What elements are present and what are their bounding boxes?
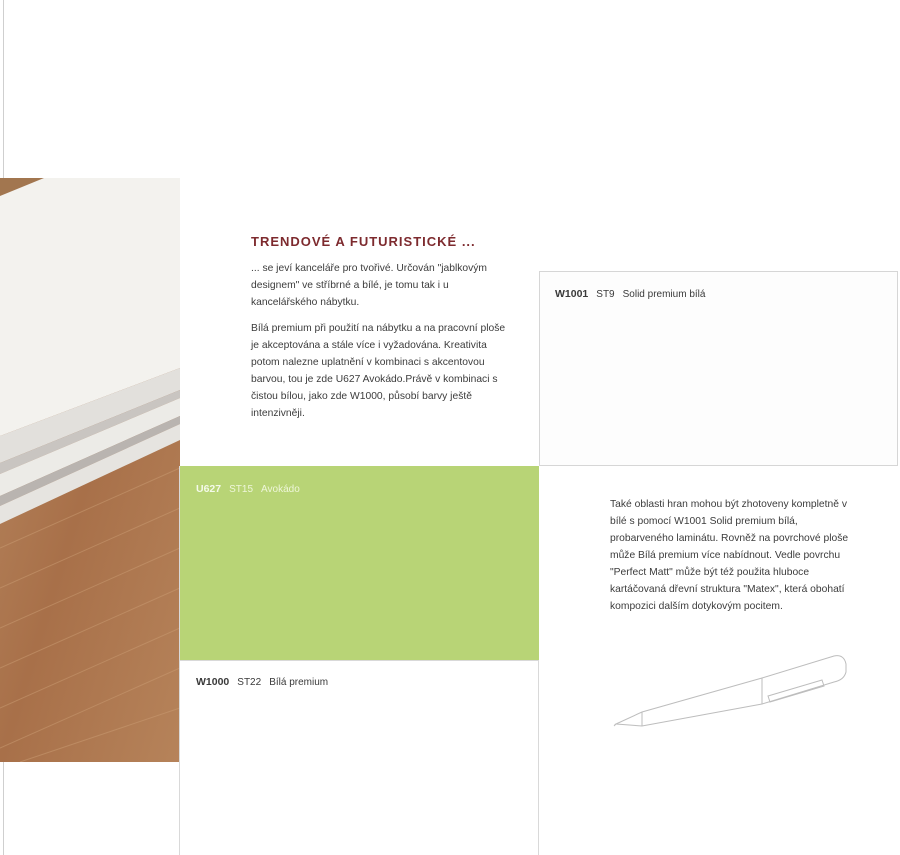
description-paragraph: Bílá premium při použití na nábytku a na pracovní ploše je akceptována a stále více i vyžadována. Kreativita potom nalezne uplatnění v kombinaci s akcentovou barvou, tou je zde U627 Avokádo.Právě v kombinaci s čistou bílou, jako zde W1000, působí barvy ještě intenzivněji. — [251, 323, 506, 419]
swatch-label-w1000 — [196, 676, 328, 688]
swatch-name: Solid premium bílá — [622, 289, 706, 300]
pen-illustration — [612, 650, 848, 735]
swatch-w1001 — [539, 271, 898, 466]
swatch-code: U627 — [196, 483, 222, 495]
swatch-name: Bílá premium — [269, 677, 329, 688]
intro-paragraph: ... se jeví kanceláře pro tvořivé. Určován "jablkovým designem" ve stříbrné a bílé, je tomu tak i u kancelářského nábytku. — [251, 263, 487, 308]
swatch-label-u627 — [196, 483, 300, 495]
swatch-label-w1001 — [555, 288, 705, 300]
section-heading: TRENDOVÉ A FUTURISTICKÉ ... — [251, 234, 476, 249]
swatch-code: W1000 — [196, 676, 230, 688]
panel-divider — [180, 660, 539, 661]
swatch-name: Avokádo — [261, 484, 300, 495]
swatch-code: W1001 — [555, 288, 589, 300]
swatch-structure: ST15 — [229, 484, 254, 495]
furniture-photo — [0, 178, 180, 762]
swatch-structure: ST22 — [237, 677, 262, 688]
edges-paragraph: Také oblasti hran mohou být zhotoveny kompletně v bílé s pomocí W1001 Solid premium bílá, probarveného laminátu. Rovněž na povrchové ploše může Bílá premium více nabídnout. Vedle povrchu "Perfect Matt" může být též použita hluboce kartáčovaná dřevní struktura "Matex", která obohatí kompozici dalším dotykovým pocitem. — [610, 499, 849, 612]
swatch-u627 — [180, 466, 539, 660]
swatch-structure: ST9 — [596, 289, 615, 300]
